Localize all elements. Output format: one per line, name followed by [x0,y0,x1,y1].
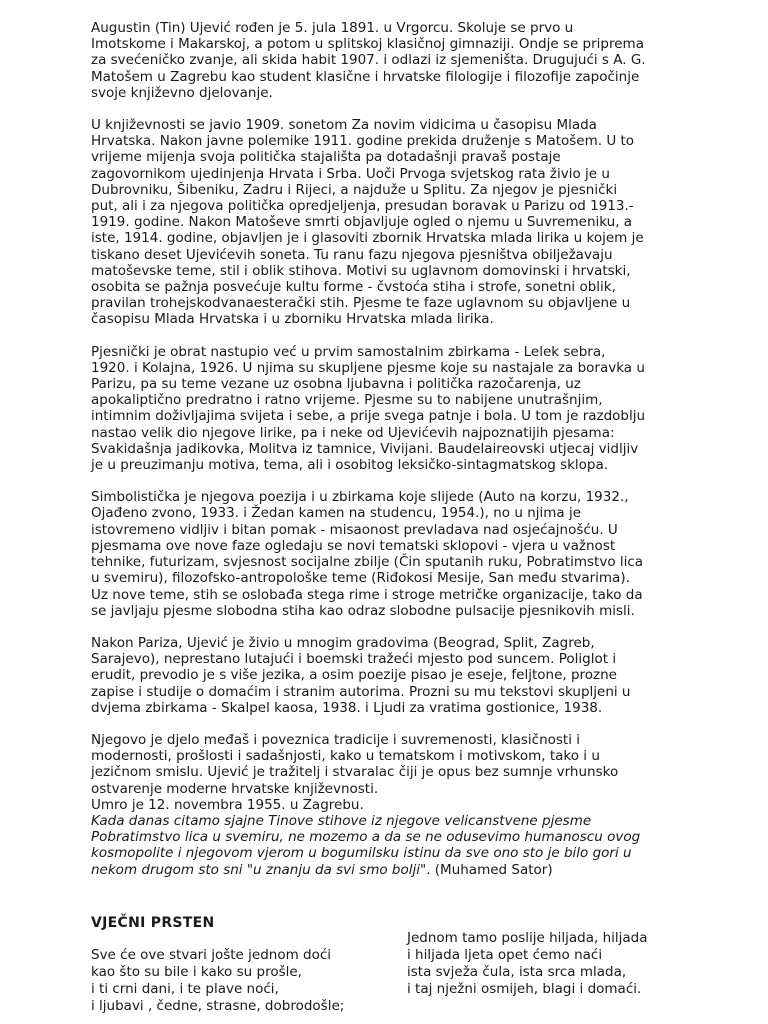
quote-line: Kada danas citamo sjajne Tinove stihove iz njegove velicanstvene pjesme [91,812,592,829]
poem-verse: i taj nježni osmijeh, blagi i domaći. [407,981,642,997]
text-line: apokaliptično predratno i ratno vrijeme. Pjesme su to nabijene unutrašnjim, [91,392,603,409]
text-line: Njegovo je djelo međaš i poveznica tradicije i suvremenosti, klasičnosti i [91,731,581,748]
text-line: pjesmama ove nove faze ogledaju se novi tematski sklopovi - vjera u važnost [91,537,616,554]
text-line: Ojađeno zvono, 1933. i Žedan kamen na studencu, 1954.), no u njima je [91,505,582,522]
text-line: svoje književno djelovanje. [91,84,273,101]
poem-verse: Jednom tamo poslije hiljada, hiljada [407,930,648,946]
poem-stanza-right [407,930,648,998]
bio-paragraph-3 [91,344,691,474]
quote-line-end: nekom drugom sto sni "u znanju da svi smo bolji" [91,861,427,878]
text-line: pravilan trohejskodvanaesterački stih. Pjesme te faze uglavnom su objavljene u [91,295,631,312]
poem-verse: i ti crni dani, i te plave noći, [91,981,279,997]
text-line: nastao velik dio njegove lirike, pa i neke od Ujevićevih najpoznatijih pjesama: [91,424,615,441]
poem-title: VJEČNI PRSTEN [91,915,215,931]
text-line: erudit, prevodio je s više jezika, a osim poezije pisao je eseje, feljtone, prozne [91,667,617,684]
text-line: Augustin (Tin) Ujević rođen je 5. jula 1891. u Vrgorcu. Skoluje se prvo u [91,20,574,36]
text-line: se javljaju pjesme slobodna stiha kao odraz slobodne pulsacije pjesnikovih misli. [91,602,635,619]
poem-verse: i hiljada ljeta opet ćemo naći [407,947,603,963]
bio-paragraph-4 [91,489,691,619]
text-line: zapise i studije o domaćim i stranim autorima. Prozni su mu tekstovi skupljeni u [91,683,631,700]
text-line: Sarajevo), neprestano lutajući i boemski tražeći mjesto pod suncem. Poliglot i [91,651,617,668]
poem-verse: kao što su bile i kako su prošle, [91,964,302,980]
text-line: tiskano deset Ujevićevih soneta. Tu ranu fazu njegova pjesništva obilježavaju [91,246,613,263]
text-line: U književnosti se javio 1909. sonetom Za novim vidicima u časopisu Mlada [91,117,597,134]
text-line: za svećeničko zvanje, ali skida habit 1907. i odlazi iz sjemeništa. Drugujući s A. G. [91,52,646,69]
text-line: dvjema zbirkama - Skalpel kaosa, 1938. i Ljudi za vratima gostionice, 1938. [91,699,603,716]
closing-paragraph [91,732,691,878]
text-line: Matošem u Zagrebu kao student klasične i hrvatske filologije i filozofije započinje [91,68,640,85]
text-line: u svemiru), filozofsko-antropološke teme (Riđokosi Mesije, San među stvarima). [91,570,630,587]
text-line: Nakon Pariza, Ujević je živio u mnogim gradovima (Beograd, Split, Zagreb, [91,634,595,651]
text-line: Simbolistička je njegova poezija i u zbirkama koje slijede (Auto na korzu, 1932., [91,489,629,506]
bio-paragraph-2 [91,117,691,328]
text-line: 1919. godine. Nakon Matoševe smrti objavljuje ogled o njemu u Suvremeniku, a [91,214,633,231]
poem-verse: Sve će ove stvari jošte jednom doći [91,947,332,963]
text-line: ostvarenje moderne hrvatske književnosti. [91,780,379,797]
text-line: istovremeno vidljiv i bitan pomak - misaonost prevladava nad osjećajnošću. U [91,521,618,538]
text-line: Uz nove teme, stih se oslobađa stega rime i stroge metričke organizacije, tako da [91,586,643,603]
poem-stanza-left [91,947,344,1015]
text-line: tehnike, futurizam, svjesnost socijalne zbilje (Čin sputanih ruku, Pobratimstvo lica [91,554,644,571]
text-line: Imotskome i Makarskoj, a potom u splitskoj klasičnoj gimnaziji. Ondje se priprema [91,36,644,53]
poem-verse: i ljubavi , čedne, strasne, dobrodošle; [91,998,345,1014]
biography-text [91,20,691,878]
text-line: Pjesnički je obrat nastupio već u prvim samostalnim zbirkama - Lelek sebra, [91,343,606,360]
text-line: matoševske teme, stil i oblik stihova. Motivi su uglavnom domovinski i hrvatski, [91,262,631,279]
text-line: iste, 1914. godine, objavljen je i glasoviti zbornik Hrvatska mlada lirika u kojem je [91,230,644,247]
text-line: Hrvatska. Nakon javne polemike 1911. godine prekida druženje s Matošem. U to [91,133,635,150]
death-date-line: Umro je 12. novembra 1955. u Zagrebu. [91,796,364,813]
text-line: časopisu Mlada Hrvatska i u zborniku Hrvatska mlada lirika. [91,311,494,328]
quote-line: Pobratimstvo lica u svemiru, ne mozemo a da se ne odusevimo humanoscu ovog [91,829,641,846]
text-line: Parizu, pa su teme vezane uz osobna ljubavna i politička razočarenja, uz [91,376,581,393]
bio-paragraph-5 [91,635,691,716]
poem-verse: ista svježa čula, ista srca mlada, [407,964,627,980]
text-line: osobita se pažnja posvećuje kultu forme - čvstoća stiha i strofe, sonetni oblik, [91,279,616,296]
quote-line: kosmopolite i njegovom vjerom u bogumilsku istinu da sve ono sto je bilo gori u [91,845,632,862]
text-line: intimnim doživljajima svijeta i sebe, a prije svega patnje i bola. U tom je razdoblju [91,408,646,425]
text-line: put, ali i za njegova politička opredjeljenja, presudan boravak u Parizu od 1913.- [91,198,634,215]
text-line: 1920. i Kolajna, 1926. U njima su skupljene pjesme koje su nastajale za boravka u [91,359,645,376]
quote-last-line [91,862,691,878]
text-line: vrijeme mijenja svoja politička stajališta pa dotadašnji pravaš postaje [91,149,561,166]
text-line: zagovornikom ujedinjenja Hrvata i Srba. Uoči Prvoga svjetskog rata živio je u [91,165,610,182]
text-line: je u preuzimanju motiva, tema, ali i osobitog leksičko-sintagmatskog sklopa. [91,457,609,474]
quote-attribution: . (Muhamed Sator) [426,861,553,878]
text-line: modernosti, prošlosti i sadašnjosti, kako u tematskom i motivskom, tako i u [91,748,600,765]
text-line: jezičnom smislu. Ujević je tražitelj i stvaralac čiji je opus bez sumnje vrhunsko [91,764,619,781]
text-line: Dubrovniku, Šibeniku, Zadru i Rijeci, a najduže u Splitu. Za njegov je pjesnički [91,181,618,198]
text-line: Svakidašnja jadikovka, Molitva iz tamnice, Vivijani. Baudelaireovski utjecaj vidljiv [91,440,639,457]
bio-paragraph-1 [91,20,691,101]
